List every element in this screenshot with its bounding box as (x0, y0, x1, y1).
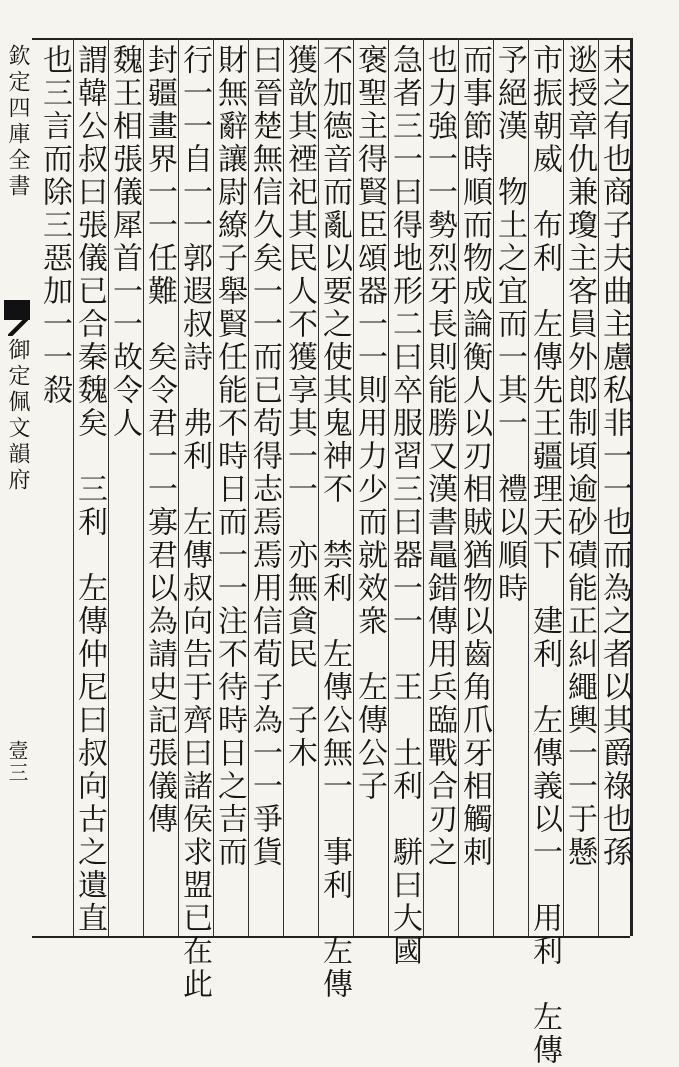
text-column-11: 曰晉楚無信久矣一一而已苟得志焉焉用信荀子為一一爭貨 (247, 44, 282, 869)
text-column-8: 褒聖主得賢臣頌器一一則用力少而就效衆 左傳公子 (352, 44, 387, 803)
text-column-12: 財無辭讓尉繚子舉賢任能不時日而一一注不待時日之吉而 (212, 44, 247, 869)
text-column-15: 魏王相張儀犀首一一故令人 (107, 44, 142, 440)
text-column-3: 市振朝威 布利 左傳先王疆理天下 建利 左傳義以一 用利 左傳 (527, 44, 562, 1067)
text-column-6: 也力強一一勢烈牙長則能勝又漢書鼂錯傳用兵臨戰合刃之 (422, 44, 457, 869)
page-number: 壹三 (5, 740, 29, 784)
text-column-14: 封疆畫界一一任難 矣令君一一寡君以為請史記張儀傳 (142, 44, 177, 836)
text-column-16: 謂韓公叔曰張儀已合秦魏矣 三利 左傳仲尼曰叔向古之遺直 (72, 44, 107, 935)
text-column-10: 獲歆其禋祀其民人不獲享其一一 亦無貪民 子木 (282, 44, 317, 770)
section-title: 御定佩文韻府 (5, 338, 30, 494)
text-column-4: 予絕漢 物土之宜而一其一 禮以順時 (492, 44, 527, 605)
book-title: 欽定四庫全書 (5, 44, 30, 200)
fishtail-slash (8, 318, 28, 336)
text-column-2: 逖授章仇兼瓊主客員外郎制頃逾砂磧能正糾繩輿一一于懸 (562, 44, 597, 869)
text-column-5: 而事節時順而物成論衡人以刃相賊猶物以齒角爪牙相觸刺 (457, 44, 492, 869)
text-column-17: 也三言而除三惡加一一殺 (37, 44, 72, 407)
text-column-13: 行一一自一一郭遐叔詩 弗利 左傳叔向告于齊曰諸侯求盟已在此 (177, 44, 212, 1001)
fishtail-mark (4, 300, 30, 320)
text-column-1: 末之有也商子夫曲主慮私非一一也而為之者以其爵祿也孫 (597, 44, 632, 869)
text-column-9: 不加德音而亂以要之使其鬼神不 禁利 左傳公無一 事利 左傳 (317, 44, 352, 1001)
text-column-7: 急者三一曰得地形二曰卒服習三曰器一一 王 土利 駢曰大國 (387, 44, 422, 968)
